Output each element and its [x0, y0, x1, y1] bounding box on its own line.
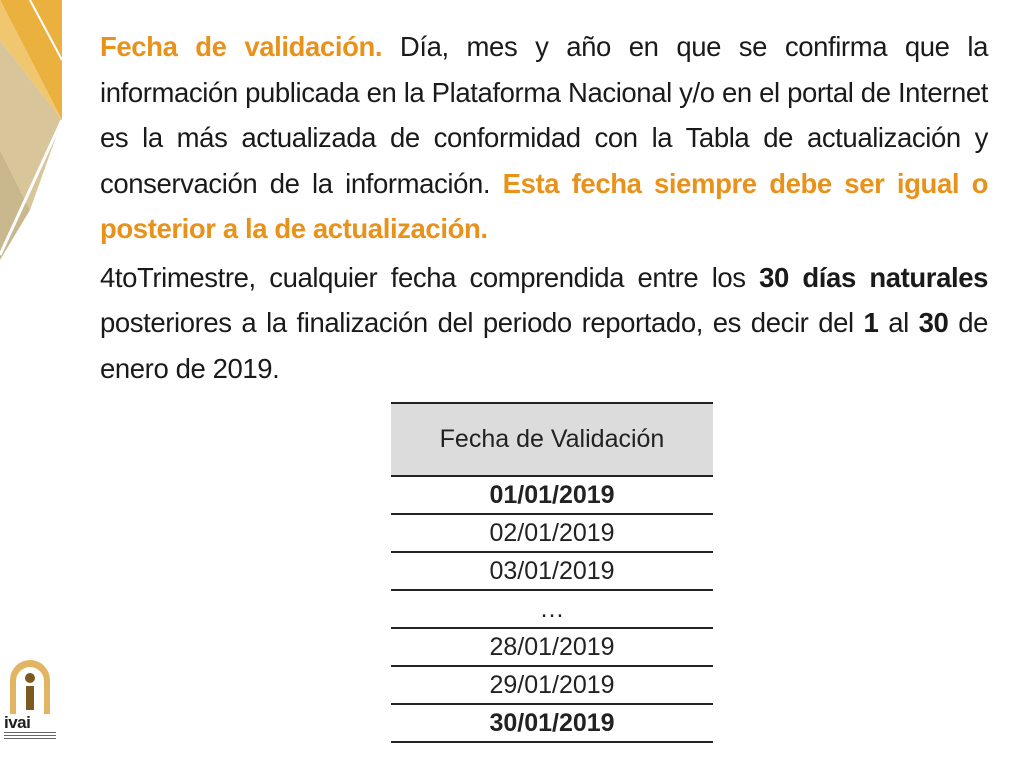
table-row: [391, 514, 713, 552]
table-cell: 03/01/2019: [391, 552, 713, 590]
main-content: [100, 24, 988, 391]
quarter-text-2: posteriores a la finalización del periodo reportado, es decir del: [100, 307, 864, 338]
table-header-row: [391, 403, 713, 476]
quarter-bold-days: 30 días naturales: [759, 261, 988, 293]
quarter-text-4: de enero de 2019.: [100, 307, 988, 384]
table-cell: 28/01/2019: [391, 628, 713, 666]
side-decoration: [0, 0, 62, 768]
table-row: [391, 476, 713, 514]
table-row: [391, 666, 713, 704]
validation-date-definition: [100, 24, 988, 252]
ivai-logo: [4, 656, 56, 748]
quarter-text-3: al: [878, 307, 919, 338]
quarter-note: [100, 255, 988, 392]
decorative-shapes: [0, 0, 62, 768]
highlight-rule: Esta fecha siempre debe ser igual o posterior a la de actualización.: [100, 167, 988, 244]
logo-mark-icon: [4, 656, 56, 714]
logo-subtitle-lines: [4, 732, 56, 744]
table-header: Fecha de Validación: [391, 403, 713, 476]
table-cell: 02/01/2019: [391, 514, 713, 552]
table-cell: 01/01/2019: [391, 476, 713, 514]
definition-text: Día, mes y año en que se confirma que la información publicada en la Plataforma Nacional y/o en el portal de Internet es la más actualizada de conformidad con la Tabla de actualización y conservación de la información.: [100, 31, 988, 199]
table-cell: …: [391, 590, 713, 628]
table-row: [391, 552, 713, 590]
table-cell: 29/01/2019: [391, 666, 713, 704]
logo-wordmark: ivai: [4, 713, 31, 732]
table-cell: 30/01/2019: [391, 704, 713, 742]
quarter-bold-start: 1: [863, 307, 879, 338]
table-row: [391, 590, 713, 628]
quarter-text-1: 4toTrimestre, cualquier fecha comprendida entre los: [100, 261, 760, 293]
quarter-bold-end: 30: [918, 307, 949, 338]
validation-date-table: [391, 402, 713, 743]
table-row: [391, 704, 713, 742]
term-label: Fecha de validación.: [100, 31, 383, 62]
table-row: [391, 628, 713, 666]
